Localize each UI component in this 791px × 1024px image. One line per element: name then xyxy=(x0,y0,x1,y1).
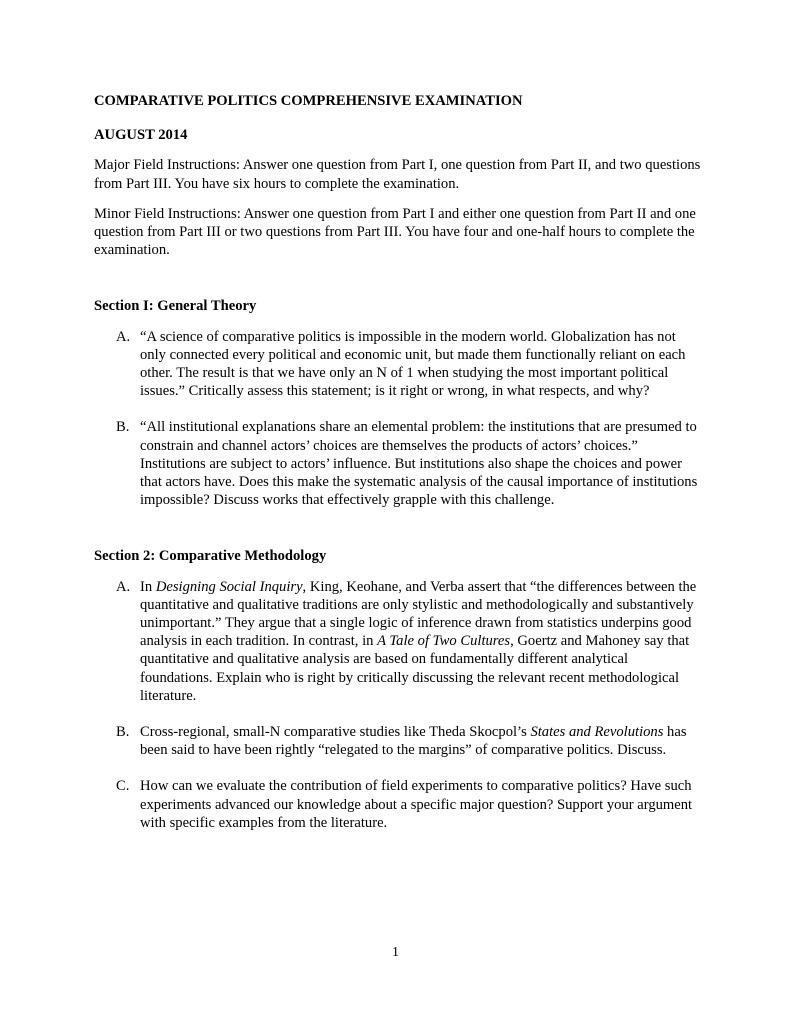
section-1-heading: Section I: General Theory xyxy=(94,298,257,315)
question-text: “A science of comparative politics is impossible in the modern world. Globalization has not only connected every political and economic unit, but made them functionally reliant on each other. The result is that we have only an N of 1 when studying the most important political issues.” Critically assess this statement; is it right or wrong, in what respects, and why? xyxy=(140,328,686,400)
question-text-part: , King, Keohane, and Verba assert that “the differences between the quantitative and qualitative traditions are only stylistic and methodologically and substantively unimportant.” They argue that a single logic of inference drawn from statistics underpins good analysis in each tradition. In contrast, in xyxy=(140,578,697,650)
question-letter: B. xyxy=(116,419,130,436)
question-text-part: In xyxy=(140,578,156,595)
section-1-question-a xyxy=(94,328,704,401)
exam-date: AUGUST 2014 xyxy=(94,127,188,144)
section-2-question-c xyxy=(94,777,704,832)
question-text: “All institutional explanations share an elemental problem: the institutions that are presumed to constrain and channel actors’ choices are themselves the products of actors’ choices.” Institutions are subject to actors’ influence. But institutions also shape the choices and power that actors have. Does this make the systematic analysis of the causal importance of institutions impossible? Discuss works that effectively grapple with this challenge. xyxy=(140,419,698,509)
question-text-part: Cross-regional, small-N comparative studies like Theda Skocpol’s xyxy=(140,724,531,741)
page-number: 1 xyxy=(392,945,399,960)
question-letter: A. xyxy=(116,328,131,345)
section-2-question-b xyxy=(94,723,704,759)
major-field-instructions: Major Field Instructions: Answer one question from Part I, one question from Part II, and two questions from Part III. You have six hours to complete the examination. xyxy=(94,157,701,192)
question-text-part: , Goertz and Mahoney say that quantitative and qualitative analysis are based on fundamentally different analytical foundations. Explain who is right by critically discussing the relevant recent methodological literature. xyxy=(140,633,690,704)
book-title-tale-of-two-cultures: A Tale of Two Cultures xyxy=(377,633,511,650)
question-text xyxy=(140,578,704,705)
minor-field-instructions: Minor Field Instructions: Answer one question from Part I and either one question from Part II and one question from Part III or two questions from Part III. You have four and one-half hours to complete the examination. xyxy=(94,205,696,259)
section-2-heading: Section 2: Comparative Methodology xyxy=(94,548,327,565)
question-letter: C. xyxy=(116,778,130,795)
exam-title: COMPARATIVE POLITICS COMPREHENSIVE EXAMINATION xyxy=(94,93,523,109)
book-title-designing-social-inquiry: Designing Social Inquiry xyxy=(155,578,303,595)
document-page xyxy=(94,92,704,850)
section-1-question-b xyxy=(94,418,704,509)
question-text-part: has been said to have been rightly “relegated to the margins” of comparative politics. Discuss. xyxy=(140,724,687,759)
question-text: How can we evaluate the contribution of field experiments to comparative politics? Have such experiments advanced our knowledge about a specific major question? Support your argument with specific examples from the literature. xyxy=(140,778,693,831)
question-letter: A. xyxy=(116,578,131,595)
question-letter: B. xyxy=(116,724,130,741)
section-2-question-a xyxy=(94,578,704,705)
question-text xyxy=(140,723,704,759)
book-title-states-and-revolutions: States and Revolutions xyxy=(530,724,664,741)
